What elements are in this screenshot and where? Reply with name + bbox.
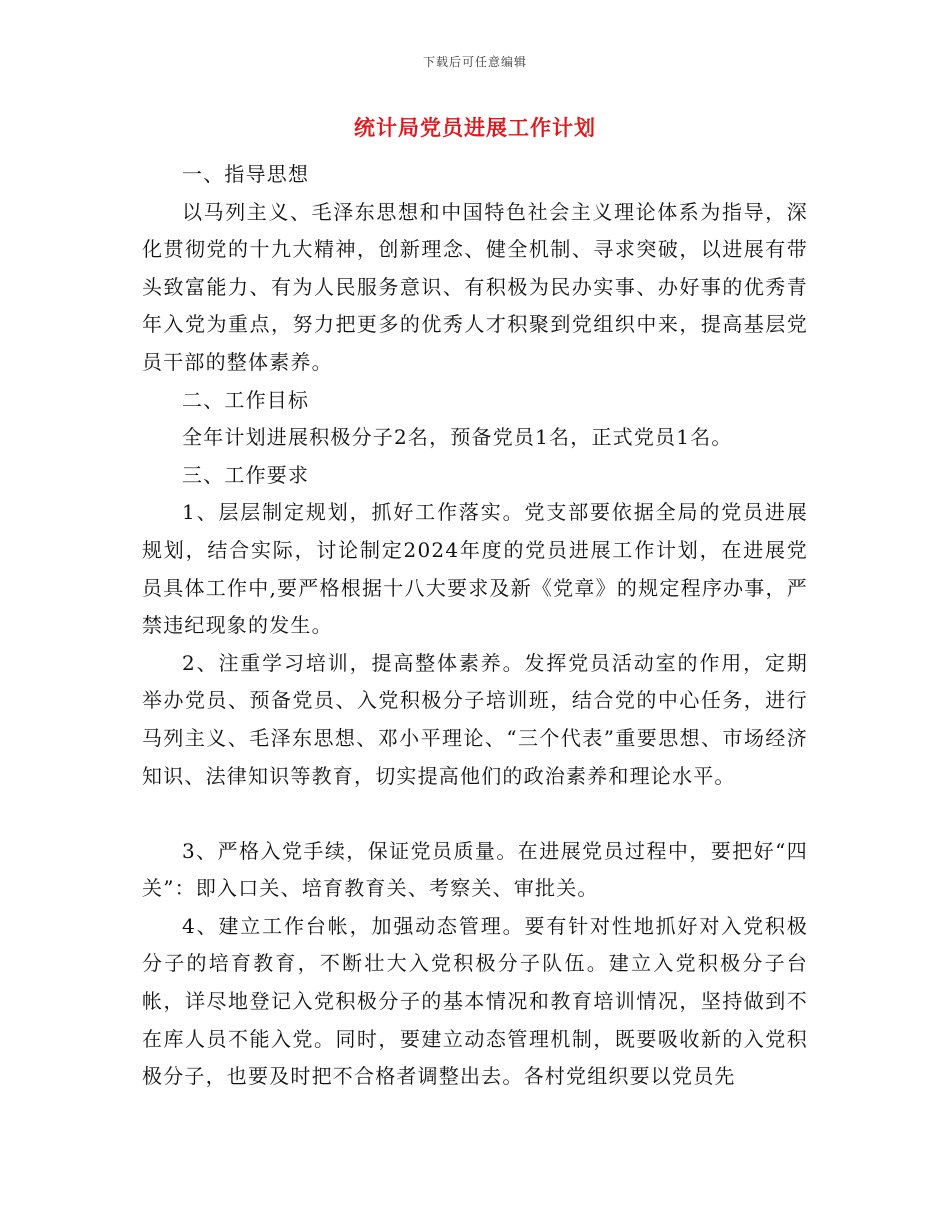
paragraph-requirement-4: 4、建立工作台帐，加强动态管理。要有针对性地抓好对入党积极分子的培育教育，不断壮大入党积极分子队伍。建立入党积极分子台帐，详尽地登记入党积极分子的基本情况和教育培训情况，坚持做到不在库人员不能入党。同时，要建立动态管理机制，既要吸收新的入党积极分子，也要及时把不合格者调整出去。各村党组织要以党员先 [142,913,808,1089]
document-body [142,156,808,1096]
paragraph-guiding-ideology: 以马列主义、毛泽东思想和中国特色社会主义理论体系为指导，深化贯彻党的十九大精神，创新理念、健全机制、寻求突破，以进展有带头致富能力、有为人民服务意识、有积极为民办实事、办好事的优秀青年入党为重点，努力把更多的优秀人才积聚到党组织中来，提高基层党员干部的整体素养。 [142,199,808,374]
paragraph-requirement-2: 2、注重学习培训，提高整体素养。发挥党员活动室的作用，定期举办党员、预备党员、入党积极分子培训班，结合党的中心任务，进行马列主义、毛泽东思想、邓小平理论、“三个代表”重要思想、市场经济知识、法律知识等教育，切实提高他们的政治素养和理论水平。 [142,650,808,788]
paragraph-work-goals: 全年计划进展积极分子2名，预备党员1名，正式党员1名。 [182,425,733,450]
paragraph-requirement-1: 1、层层制定规划，抓好工作落实。党支部要依据全局的党员进展规划，结合实际，讨论制定2024年度的党员进展工作计划，在进展党员具体工作中,要严格根据十八大要求及新《党章》的规定程序办事，严禁违纪现象的发生。 [142,500,808,638]
section-heading-work-requirements: 三、工作要求 [182,462,310,487]
section-heading-guiding-ideology: 一、指导思想 [182,162,310,186]
header-note: 下载后可任意编辑 [422,55,527,69]
document-title: 统计局党员进展工作计划 [354,116,596,140]
paragraph-requirement-3: 3、严格入党手续，保证党员质量。在进展党员过程中，要把好“四关”：即入口关、培育教育关、考察关、审批关。 [142,838,808,901]
section-heading-work-goals: 二、工作目标 [182,387,310,412]
